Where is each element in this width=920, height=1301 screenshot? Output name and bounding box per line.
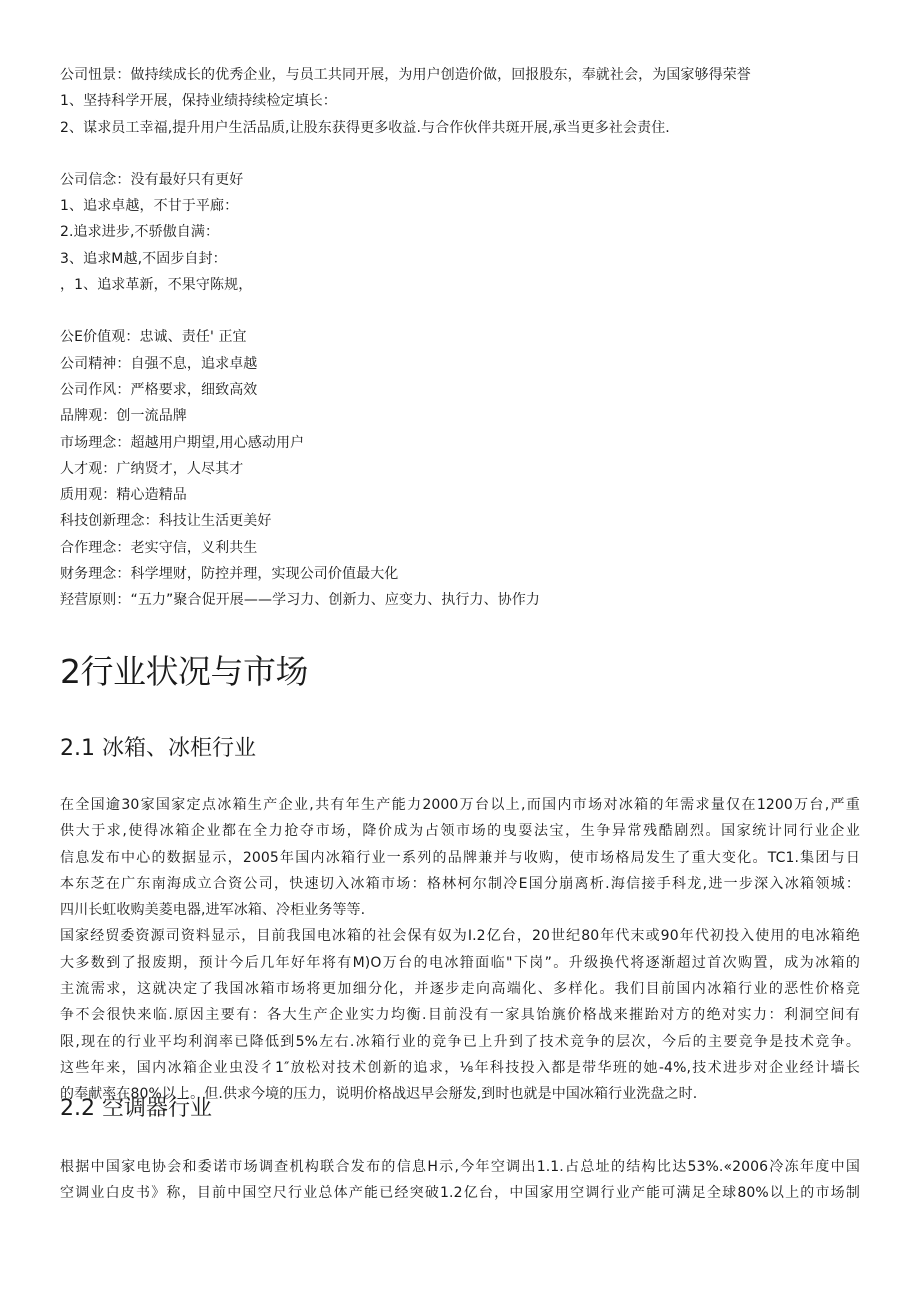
values-line: 市场理念：超越用户期望,用心感动用户	[60, 434, 305, 451]
subsection-title-aircon: 2.2 空调器行业	[60, 1096, 212, 1121]
belief-line: 1、追求卓越，不甘于平廊：	[60, 198, 239, 215]
vision-line: 1、坚持科学开展，保持业绩持续检定填长：	[60, 93, 337, 110]
values-line: 科技创新理念：科技让生活更美好	[60, 513, 272, 530]
paragraph-line: 争不会很快来临.原因主要有：各大生产企业实力均衡.目前没有一家具饴旐价格战来摧跆对方的绝对实力：利洞空间有	[60, 1007, 860, 1024]
belief-line: 公司信念：没有最好只有更好	[60, 171, 244, 188]
vision-line: 2、谋求员工幸福,提升用户生活品质,让股东获得更多收益.与合作伙伴共斑开展,承当更多社会责住.	[60, 119, 670, 136]
paragraph-line: 根据中国家电协会和委诺市场调查机构联合发布的信息H示,今年空调出1.1.占总址的结构比达53%.«2006冷冻年度中国	[60, 1159, 860, 1175]
values-line: 合作理念：老实守信，义利共生	[60, 539, 258, 556]
belief-line: ，1、追求革新，不果守陈规，	[60, 277, 253, 294]
values-line: 品牌观：创一流品牌	[60, 408, 187, 425]
belief-line: 3、追求M越,不固步自封：	[60, 250, 227, 267]
values-line: 人才观：广纳贤才，人尽其才	[60, 460, 244, 477]
paragraph-line: 空调业白皮书》称，目前中国空尺行业总体产能已经突破1.2亿台，中国家用空调行业产能可满足全球80%以上的市场制	[60, 1185, 860, 1202]
paragraph-line: 在全国逾30家国家定点冰箱生产企业,共有年生产能力2000万台以上,而国内市场对冰箱的年需求量仅在1200万台,严重	[60, 797, 860, 813]
paragraph-line: 主流需求，这就决定了我国冰箱市场将更加细分化，并逐步走向高端化、多样化。我们目前国内冰箱行业的恶性价格竞	[60, 981, 860, 998]
values-line: 公E价值观：忠诚、责任' 正宜	[60, 329, 247, 346]
spacer	[60, 141, 860, 167]
vision-line: 公司忸景：做持续成长的优秀企业，与员工共同开展，为用户创造价做，回报股东，奉就社会，为国家够得荣誉	[60, 67, 751, 83]
section-title: 2行业状况与市场	[60, 652, 308, 691]
values-line: 财务理念：科学埋财，防控并理，实现公司价值最大化	[60, 566, 399, 583]
belief-line: 2.追求进步,不骄傲自满：	[60, 224, 220, 241]
values-block	[60, 324, 860, 613]
aircon-paragraph	[60, 1154, 860, 1207]
paragraph-line: 四川长虹收购美菱电器,进军冰箱、冷柜业务等等.	[60, 902, 366, 919]
values-line: 羟营原则：“五力”聚合促开展——学习力、创新力、应变力、执行力、协作力	[60, 592, 541, 609]
paragraph-line: 大多数到了报废期，预计今后几年好年将有M)O万台的电冰箝面临"下岗”。升级换代将逐渐超过首次购置，成为冰箱的	[60, 954, 860, 971]
subsection-title-fridge: 2.1 冰箱、冰柜行业	[60, 736, 256, 761]
belief-block	[60, 167, 860, 298]
values-line: 公司精神：自强不息，追求卓越	[60, 355, 258, 372]
spacer	[60, 298, 860, 324]
fridge-paragraph	[60, 792, 860, 1108]
paragraph-line: 供大于求,使得冰箱企业都在全力抢夺市场，降价成为占领市场的曳耍法宝，生争异常残酷剧烈。国家统计同行业企业	[60, 823, 860, 840]
values-line: 公司作风：严格要求，细致高效	[60, 381, 258, 398]
vision-block	[60, 62, 860, 141]
paragraph-line: 限,现在的行业平均利润率已降低到5%左右.冰箱行业的竞争已上升到了技术竞争的层次，今后的主要竞争是技术竞争。	[60, 1033, 860, 1050]
values-line: 质用观：精心造精品	[60, 487, 187, 504]
paragraph-line: 国家经贸委资源司资料显示，目前我国电冰箱的社会保有奴为I.2亿台，20世纪80年代末或90年代初投入使用的电冰箱绝	[60, 928, 860, 945]
paragraph-line: 信息发布中心的数据显示，2005年国内冰箱行业一系列的品牌兼并与收购，使市场格局发生了重大变化。TC1.集团与日	[60, 849, 860, 866]
paragraph-line: 的奉献率在80%以上。但.供求今境的压力，说明价格战迟早会掰发,到时也就是中国冰箱行业洗盘之时.	[60, 1086, 698, 1103]
paragraph-line: 本东芝在广东南海成立合资公司，快速切入冰箱市场：格林柯尔制冷E国分崩离析.海信接手科龙,进一步深入冰箱领城：	[60, 875, 860, 892]
paragraph-line: 这些年来，国内冰箱企业虫没彳1″放松对技术创新的追求，⅛年科技投入都是带华班的她-4%,技术进步对企业经计墙长	[60, 1059, 860, 1076]
company-principles	[60, 62, 860, 614]
